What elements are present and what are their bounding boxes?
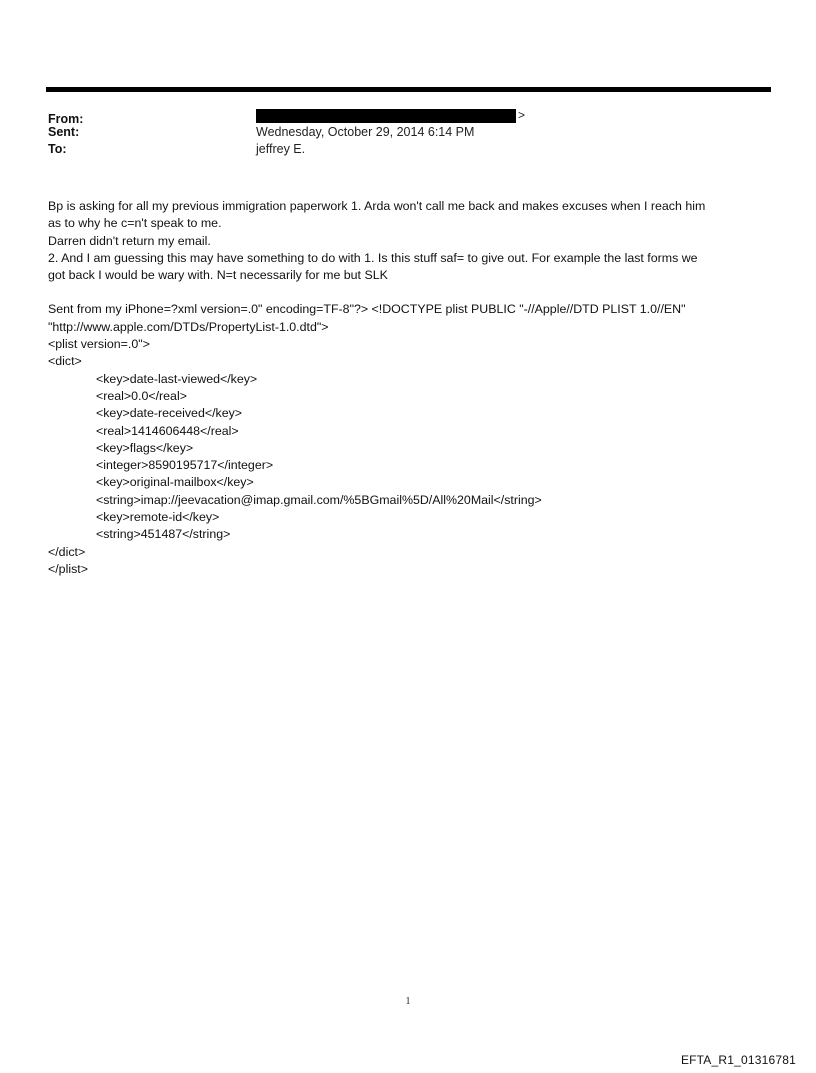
from-value — [256, 107, 525, 124]
dict-entry-line: <key>date-received</key> — [96, 406, 243, 421]
to-row — [48, 141, 768, 158]
dict-entry-line: <key>original-mailbox</key> — [96, 475, 254, 490]
dict-entry-line: <integer>8590195717</integer> — [96, 458, 274, 473]
body-line: as to why he c=n't speak to me. — [48, 216, 222, 231]
top-divider — [46, 87, 771, 92]
from-value-tail: > — [518, 108, 526, 122]
page-number: 1 — [405, 996, 411, 1007]
from-label: From: — [48, 112, 84, 126]
body-line: 2. And I am guessing this may have something to do with 1. Is this stuff saf= to give out. For example the last forms we — [48, 250, 698, 265]
dict-entry-line: <string>imap://jeevacation@imap.gmail.com/%5BGmail%5D/All%20Mail</string> — [96, 492, 542, 507]
dict-open-line: <dict> — [48, 354, 82, 369]
email-header — [48, 107, 768, 158]
body-line: got back I would be wary with. N=t necessarily for me but SLK — [48, 268, 388, 283]
plist-open-line: <plist version=.0"> — [48, 337, 150, 352]
to-value: jeffrey E. — [256, 142, 306, 156]
dict-entry-line: <real>1414606448</real> — [96, 423, 239, 438]
dict-entry-line: <key>date-last-viewed</key> — [96, 371, 258, 386]
dict-entry-line: <string>451487</string> — [96, 527, 231, 542]
to-label: To: — [48, 142, 67, 156]
body-line: Bp is asking for all my previous immigration paperwork 1. Arda won't call me back and makes excuses when I reach him — [48, 199, 706, 213]
signature-line: "http://www.apple.com/DTDs/PropertyList-1.0.dtd"> — [48, 319, 329, 334]
dict-entry-line: <key>remote-id</key> — [96, 510, 220, 525]
message-paragraph — [48, 198, 770, 284]
sent-value: Wednesday, October 29, 2014 6:14 PM — [256, 125, 475, 139]
sent-label: Sent: — [48, 125, 80, 139]
dict-entry-line: <real>0.0</real> — [96, 388, 187, 403]
sent-row — [48, 124, 768, 141]
from-row — [48, 107, 768, 124]
dict-close-line: </dict> — [48, 544, 86, 559]
signature-line: Sent from my iPhone=?xml version=.0" encoding=TF-8"?> <!DOCTYPE plist PUBLIC "-//Apple//DTD PLIST 1.0//EN" — [48, 302, 686, 317]
plist-close-line: </plist> — [48, 561, 88, 576]
signature-plist-block — [48, 301, 770, 578]
redaction-bar — [256, 109, 516, 123]
bates-number: EFTA_R1_01316781 — [680, 1053, 796, 1067]
email-body — [48, 198, 770, 578]
body-line: Darren didn't return my email. — [48, 233, 211, 248]
paragraph-gap — [48, 284, 770, 301]
dict-entry-line: <key>flags</key> — [96, 440, 194, 455]
